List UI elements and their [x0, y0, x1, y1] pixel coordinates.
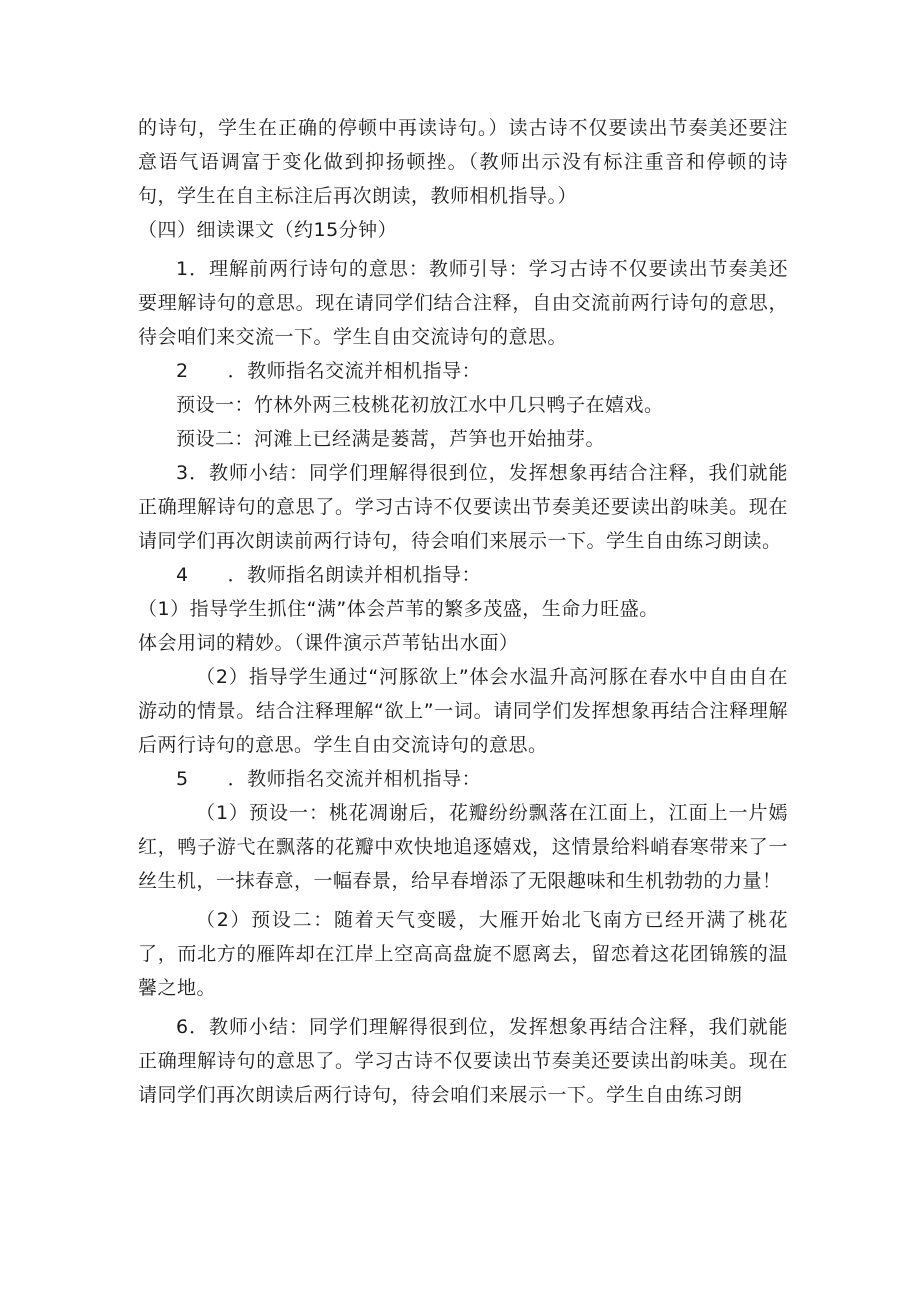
preset-two: 预设二：河滩上已经满是蒌蒿，芦笋也开始抽芽。 [176, 428, 606, 450]
document-body [138, 111, 788, 1112]
step-4-reading-guidance: 4 ．教师指名朗读并相机指导： [176, 564, 482, 586]
step-2-teacher-guidance: 2 ．教师指名交流并相机指导： [176, 360, 482, 382]
section-heading-close-reading: （四）细读课文（约15分钟） [138, 219, 398, 241]
preset-two-wild-geese: （2）预设二：随着天气变暖，大雁开始北飞南方已经开满了桃花了，而北方的雁阵却在江岸上空高高盘旋不愿离去，留恋着这花团锦簇的温馨之地。 [138, 909, 788, 999]
step-5-exchange-guidance: 5 ．教师指名交流并相机指导： [176, 768, 482, 790]
substep-1-continuation: 体会用词的精妙。（课件演示芦苇钻出水面） [138, 632, 519, 654]
step-1-understand-first-lines: 1．理解前两行诗句的意思：教师引导：学习古诗不仅要读出节奏美还要理解诗句的意思。现在请同学们结合注释，自由交流前两行诗句的意思，待会咱们来交流一下。学生自由交流诗句的意思。 [138, 258, 788, 348]
step-6-teacher-summary: 6．教师小结：同学们理解得很到位，发挥想象再结合注释，我们就能正确理解诗句的意思了。学习古诗不仅要读出节奏美还要读出韵味美。现在请同学们再次朗读后两行诗句，待会咱们来展示一下。学生自由练习朗 [138, 1016, 788, 1106]
step-3-teacher-summary: 3．教师小结：同学们理解得很到位，发挥想象再结合注释，我们就能正确理解诗句的意思了。学习古诗不仅要读出节奏美还要读出韵味美。现在请同学们再次朗读前两行诗句，待会咱们来展示一下。学生自由练习朗读。 [138, 462, 788, 552]
substep-1-man: （1）指导学生抓住“满”体会芦苇的繁多茂盛，生命力旺盛。 [138, 598, 659, 620]
preset-one: 预设一：竹林外两三枝桃花初放江水中几只鸭子在嬉戏。 [176, 394, 664, 416]
preset-one-peach-blossoms: （1）预设一：桃花凋谢后，花瓣纷纷飘落在江面上，江面上一片嫣红，鸭子游弋在飘落的花瓣中欢快地追逐嬉戏，这情景给料峭春寒带来了一丝生机，一抹春意，一幅春景，给早春增添了无限趣味和生机勃勃的力量！ [138, 802, 788, 892]
paragraph-reading-intro: 的诗句，学生在正确的停顿中再读诗句。）读古诗不仅要读出节奏美还要注意语气语调富于变化做到抑扬顿挫。（教师出示没有标注重音和停顿的诗句，学生在自主标注后再次朗读，教师相机指导。） [138, 117, 788, 207]
substep-2-hetun: （2）指导学生通过“河豚欲上”体会水温升高河豚在春水中自由自在游动的情景。结合注释理解“欲上”一词。请同学们发挥想象再结合注释理解后两行诗句的意思。学生自由交流诗句的意思。 [138, 666, 788, 756]
